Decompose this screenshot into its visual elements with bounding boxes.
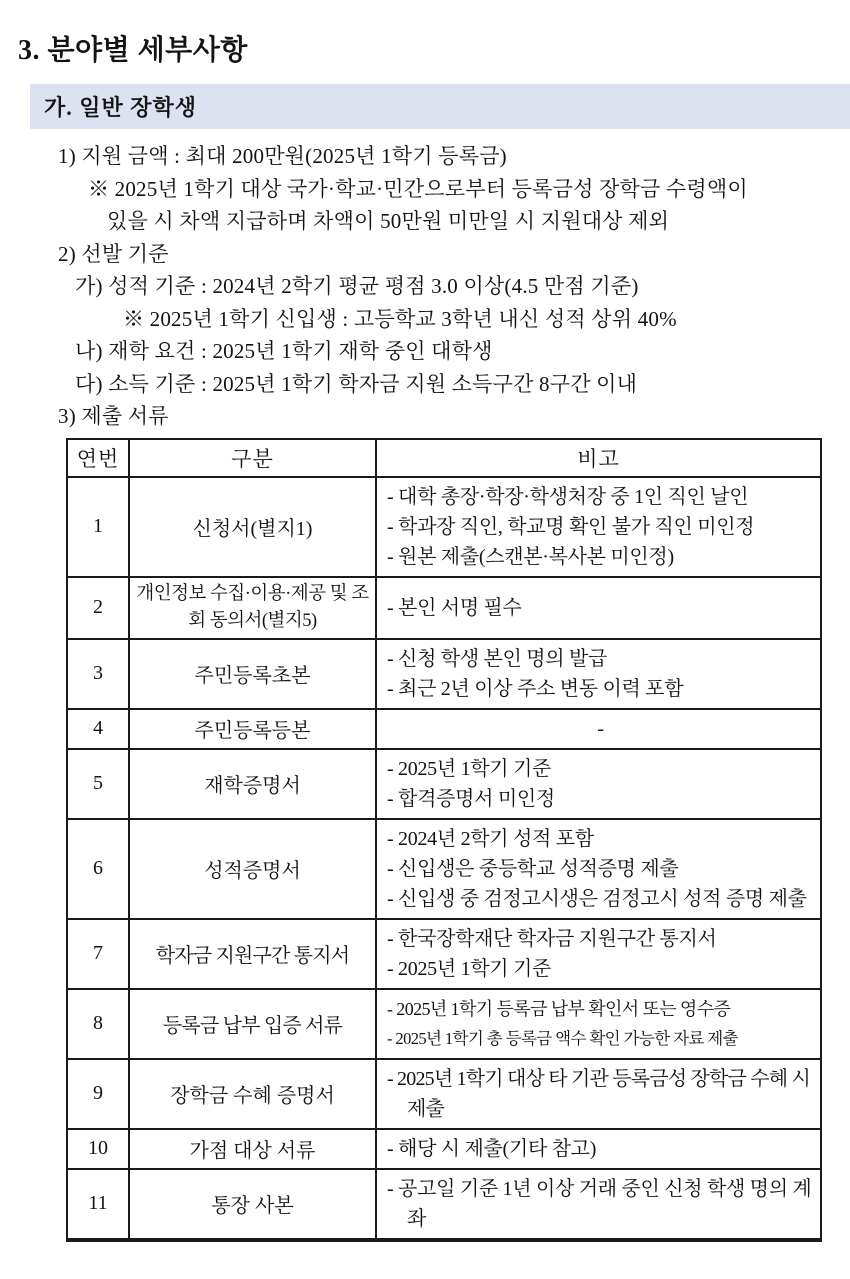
remark-item: - 해당 시 제출(기타 참고) <box>387 1137 597 1160</box>
category-cell: 성적증명서 <box>129 819 376 919</box>
row-number-cell: 4 <box>67 709 129 749</box>
page-title: 3. 분야별 세부사항 <box>18 35 248 66</box>
table-header-row <box>67 439 821 477</box>
body-line: 3) 제출 서류 <box>58 404 169 428</box>
remark-item: - <box>597 717 604 740</box>
col-header-category: 구분 <box>129 439 376 477</box>
document-page <box>0 28 850 1279</box>
submission-documents-table <box>66 438 822 1242</box>
category-cell: 학자금 지원구간 통지서 <box>129 919 376 989</box>
remarks-cell <box>376 989 821 1059</box>
table-row <box>67 577 821 639</box>
body-line: ※ 2025년 1학기 대상 국가·학교·민간으로부터 등록금성 장학금 수령액이 <box>88 176 748 201</box>
body-line: 있을 시 차액 지급하며 차액이 50만원 미만일 시 지원대상 제외 <box>107 209 670 233</box>
table-row <box>67 1169 821 1240</box>
remarks-cell <box>376 1059 821 1129</box>
table-row <box>67 749 821 819</box>
remark-item: - 한국장학재단 학자금 지원구간 통지서 <box>387 927 717 950</box>
body-line: ※ 2025년 1학기 신입생 : 고등학교 3학년 내신 성적 상위 40% <box>123 306 677 331</box>
table-row <box>67 1059 821 1129</box>
remarks-cell <box>376 819 821 919</box>
remark-item: - 2025년 1학기 등록금 납부 확인서 또는 영수증 <box>387 998 731 1019</box>
remarks-cell <box>376 749 821 819</box>
remarks-cell <box>376 639 821 709</box>
remark-item: - 신입생 중 검정고시생은 검정고시 성적 증명 제출 <box>387 887 807 910</box>
col-header-remarks: 비고 <box>376 439 821 477</box>
table-row <box>67 639 821 709</box>
remark-item: - 신청 학생 본인 명의 발급 <box>387 647 608 670</box>
table-row <box>67 919 821 989</box>
remark-item: - 신입생은 중등학교 성적증명 제출 <box>387 857 679 880</box>
category-cell: 주민등록초본 <box>129 639 376 709</box>
remark-item: - 2024년 2학기 성적 포함 <box>387 827 594 850</box>
category-cell: 장학금 수혜 증명서 <box>129 1059 376 1129</box>
row-number-cell: 3 <box>67 639 129 709</box>
body-line: 1) 지원 금액 : 최대 200만원(2025년 1학기 등록금) <box>58 144 507 168</box>
category-cell: 가점 대상 서류 <box>129 1129 376 1169</box>
remarks-cell <box>376 477 821 577</box>
body-line: 다) 소득 기준 : 2025년 1학기 학자금 지원 소득구간 8구간 이내 <box>75 371 638 396</box>
table-row <box>67 989 821 1059</box>
remark-item: - 대학 총장·학장·학생처장 중 1인 직인 날인 <box>387 485 749 508</box>
category-cell: 재학증명서 <box>129 749 376 819</box>
remark-item: - 공고일 기준 1년 이상 거래 중인 신청 학생 명의 계좌 <box>387 1177 812 1230</box>
table-row <box>67 1129 821 1169</box>
remark-item: - 2025년 1학기 기준 <box>387 957 552 980</box>
row-number-cell: 8 <box>67 989 129 1059</box>
table-row <box>67 819 821 919</box>
remarks-cell <box>376 1169 821 1240</box>
remark-item: - 최근 2년 이상 주소 변동 이력 포함 <box>387 677 684 700</box>
body-line: 가) 성적 기준 : 2024년 2학기 평균 평점 3.0 이상(4.5 만점 기준) <box>75 274 639 298</box>
section-header: 가. 일반 장학생 <box>30 84 850 129</box>
remark-item: - 합격증명서 미인정 <box>387 787 555 810</box>
category-cell: 등록금 납부 입증 서류 <box>129 989 376 1059</box>
remark-item: - 2025년 1학기 대상 타 기관 등록금성 장학금 수혜 시 제출 <box>387 1067 811 1120</box>
remark-item: - 본인 서명 필수 <box>387 596 522 619</box>
row-number-cell: 6 <box>67 819 129 919</box>
category-cell: 통장 사본 <box>129 1169 376 1240</box>
category-cell: 주민등록등본 <box>129 709 376 749</box>
body-line: 2) 선발 기준 <box>58 241 169 266</box>
table-row <box>67 709 821 749</box>
remarks-cell <box>376 919 821 989</box>
row-number-cell: 9 <box>67 1059 129 1129</box>
detail-list <box>0 140 850 433</box>
body-line: 나) 재학 요건 : 2025년 1학기 재학 중인 대학생 <box>75 339 493 363</box>
remarks-cell <box>376 709 821 749</box>
remarks-cell <box>376 1129 821 1169</box>
category-cell: 신청서(별지1) <box>129 477 376 577</box>
remark-item: - 학과장 직인, 학교명 확인 불가 직인 미인정 <box>387 515 755 538</box>
table-row <box>67 477 821 577</box>
remark-item: - 원본 제출(스캔본·복사본 미인정) <box>387 545 674 568</box>
row-number-cell: 2 <box>67 577 129 639</box>
remarks-cell <box>376 577 821 639</box>
remark-item: - 2025년 1학기 기준 <box>387 757 552 780</box>
row-number-cell: 1 <box>67 477 129 577</box>
remark-item: - 2025년 1학기 총 등록금 액수 확인 가능한 자료 제출 <box>387 1028 738 1048</box>
col-header-no: 연번 <box>67 439 129 477</box>
row-number-cell: 11 <box>67 1169 129 1240</box>
row-number-cell: 5 <box>67 749 129 819</box>
row-number-cell: 10 <box>67 1129 129 1169</box>
row-number-cell: 7 <box>67 919 129 989</box>
category-cell: 개인정보 수집·이용·제공 및 조회 동의서(별지5) <box>129 577 376 639</box>
